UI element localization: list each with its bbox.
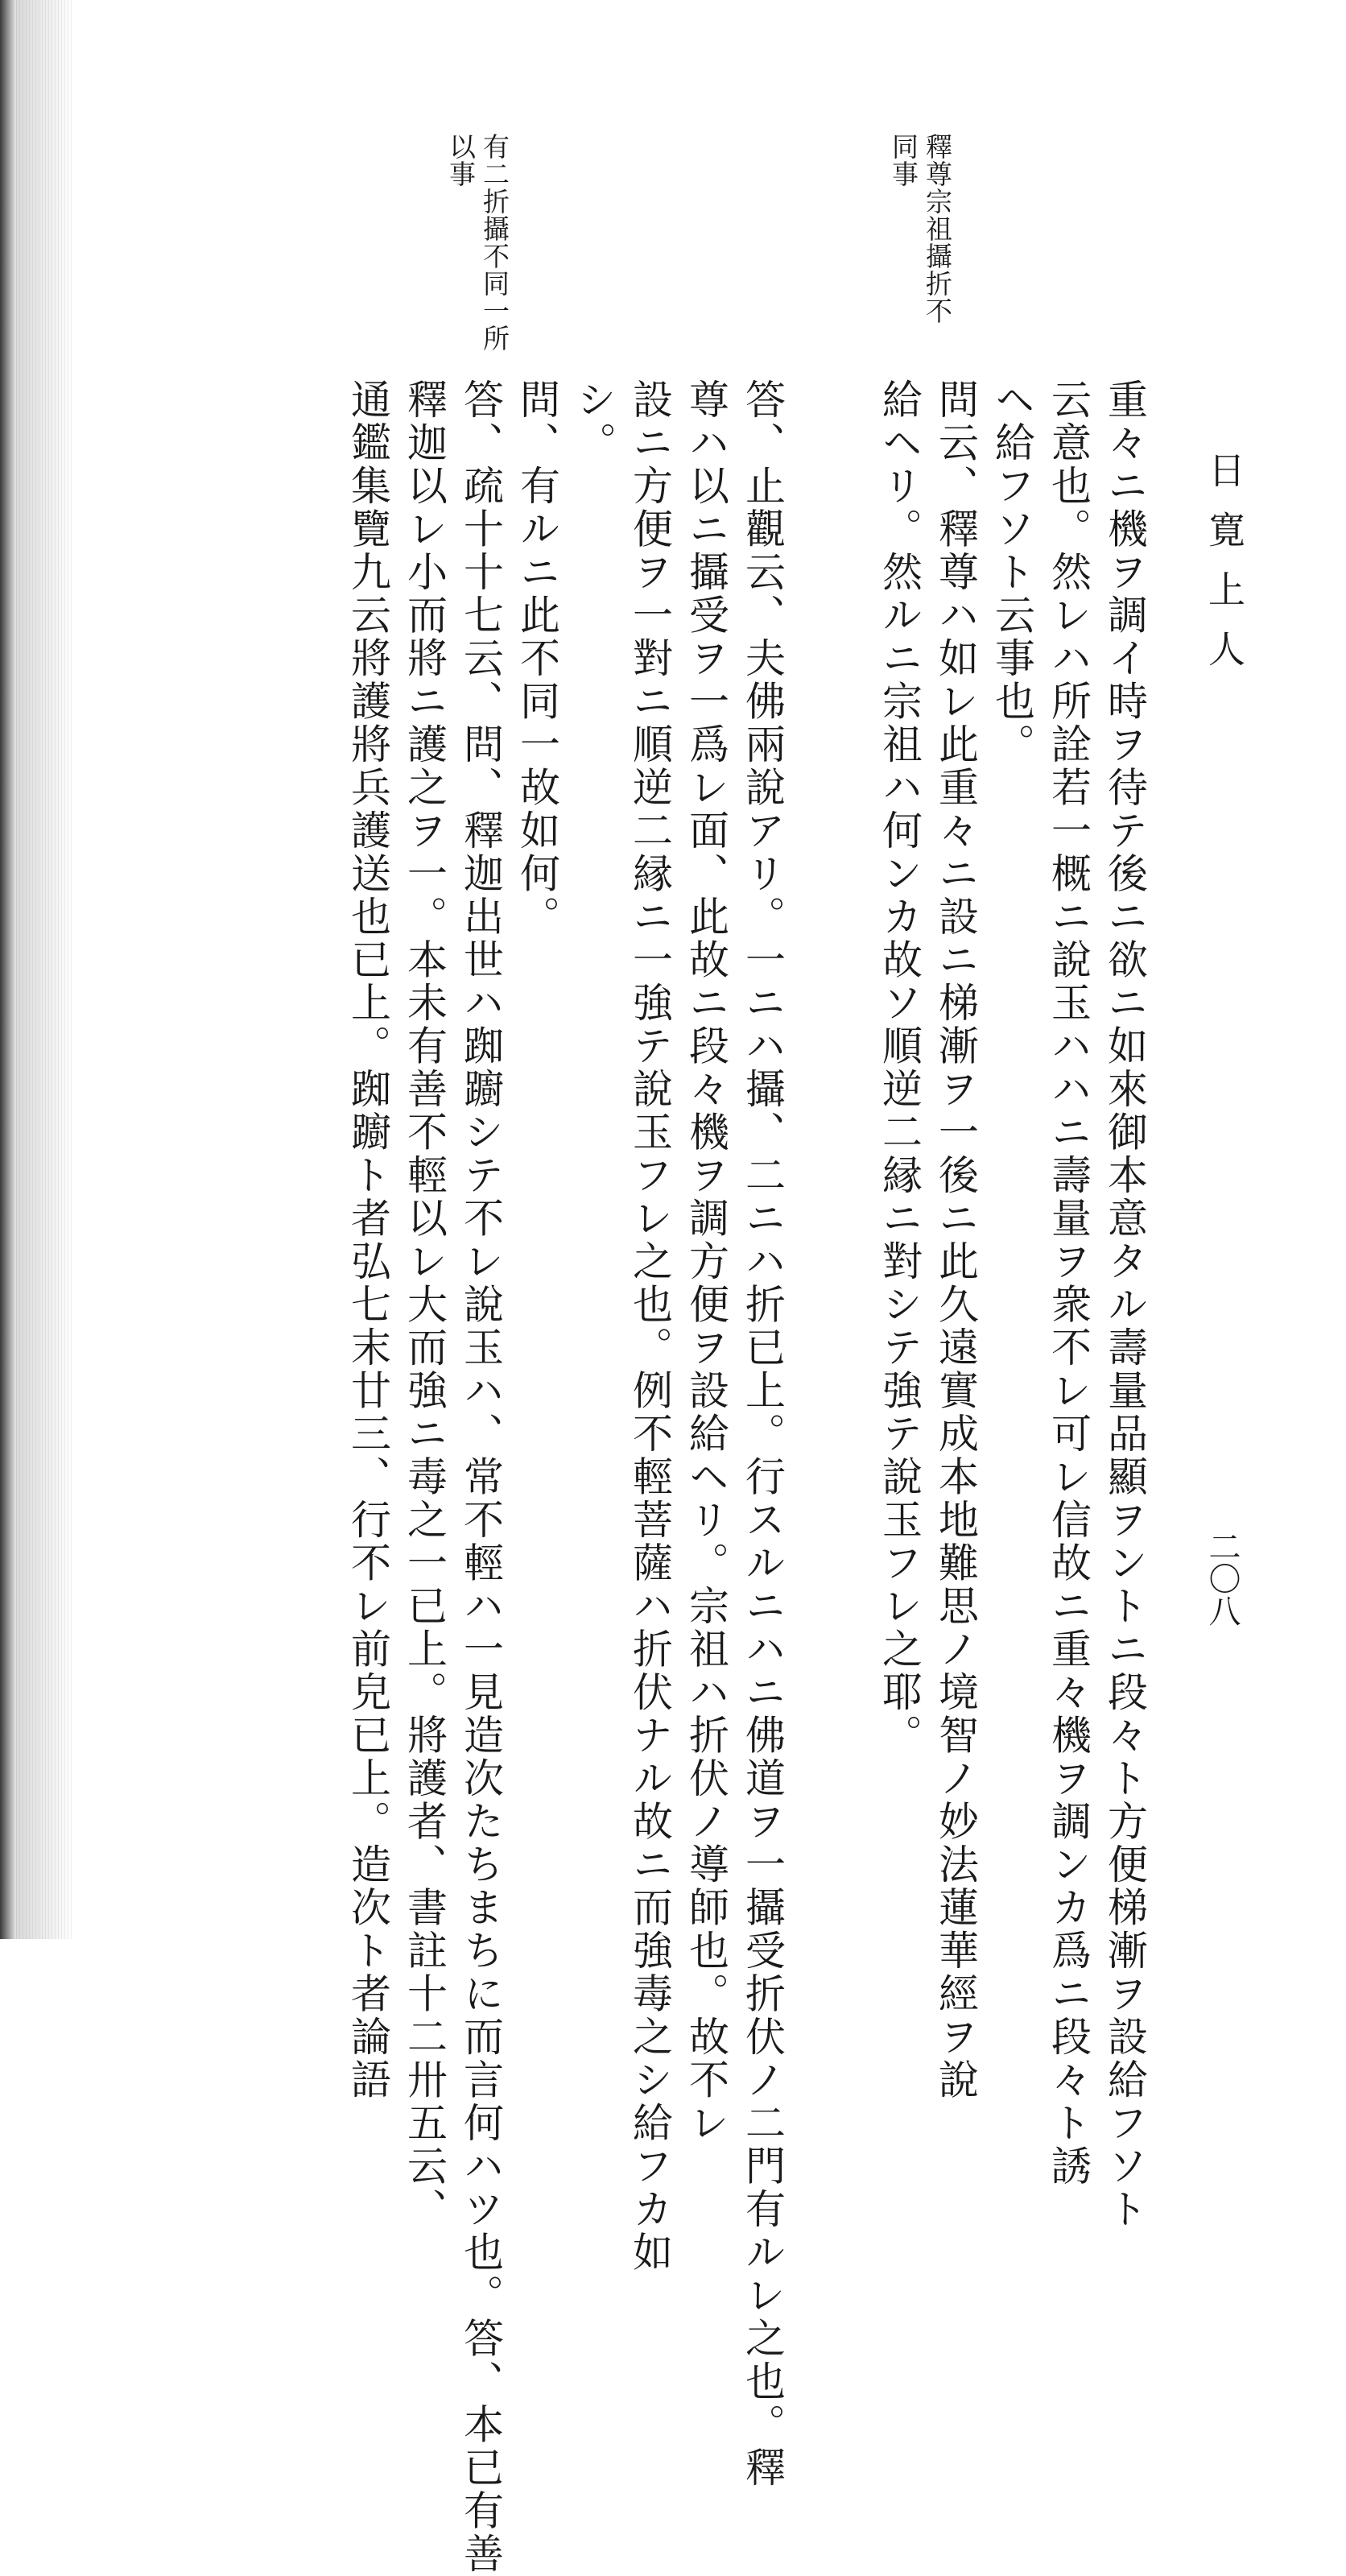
book-gutter <box>16 0 72 1939</box>
margin-note-line: 有二折攝不同一所 <box>479 133 510 352</box>
book-spine-shadow <box>0 0 16 1939</box>
margin-note-line: 同事 <box>888 133 919 188</box>
margin-note-line: 釋尊宗祖攝折不 <box>922 133 953 325</box>
text-line: 云意也。然レハ所詮若一概ニ說玉ハハニ壽量ヲ衆不レ可レ信故ニ重々機ヲ調ンカ爲ニ段々ト誘 <box>1045 378 1092 2188</box>
text-line: 給ヘリ。然ルニ宗祖ハ何ンカ故ソ順逆二縁ニ對シテ強テ說玉フレ之耶。 <box>876 378 923 1757</box>
text-line: ヘ給フソト云事也。 <box>989 378 1035 767</box>
page-number: 二〇八 <box>1204 1530 1241 1627</box>
text-line: 答、止觀云、夫佛兩說アリ。一ニハ攝、二ニハ折已上。行スルニハニ佛道ヲ一攝受折伏ノ二門有ルレ之也。釋 <box>739 378 786 2490</box>
text-line: 問云、釋尊ハ如レ此重々ニ設ニ梯漸ヲ一後ニ此久遠實成本地難思ノ境智ノ妙法蓮華經ヲ說 <box>932 378 979 2102</box>
text-line: シ。 <box>570 378 617 465</box>
text-line: 釋迦以レ小而將ニ護之ヲ一。本未有善不輕以レ大而強ニ毒之一已上。將護者、書註十二卅五云、 <box>401 378 448 2231</box>
text-line: 設ニ方便ヲ一對ニ順逆二縁ニ一強テ說玉フレ之也。例不輕菩薩ハ折伏ナル故ニ而強毒之シ給フカ如 <box>626 378 673 2274</box>
text-line: 通鑑集覽九云將護將兵護送也已上。踟躕ト者弘七末廿三、行不レ前皃已上。造次ト者論語 <box>345 378 391 2102</box>
running-head: 日寛上人 <box>1203 451 1246 689</box>
margin-note-line: 以事 <box>445 133 477 188</box>
text-line: 問、有ルニ此不同一故如何。 <box>514 378 560 939</box>
text-line: 重々ニ機ヲ調イ時ヲ待テ後ニ欲ニ如來御本意タル壽量品顯ヲントニ段々ト方便梯漸ヲ設給フソト <box>1101 378 1148 2231</box>
text-line: 尊ハ以ニ攝受ヲ一爲レ面、此故ニ段々機ヲ調方便ヲ設給ヘリ。宗祖ハ折伏ノ導師也。故不レ <box>683 378 729 2145</box>
text-line: 答、疏十十七云、問、釋迦出世ハ踟躕シテ不レ說玉ハ、常不輕ハ一見造次たちまちに而言何ハツ也。答、本已有善 <box>457 378 504 2576</box>
